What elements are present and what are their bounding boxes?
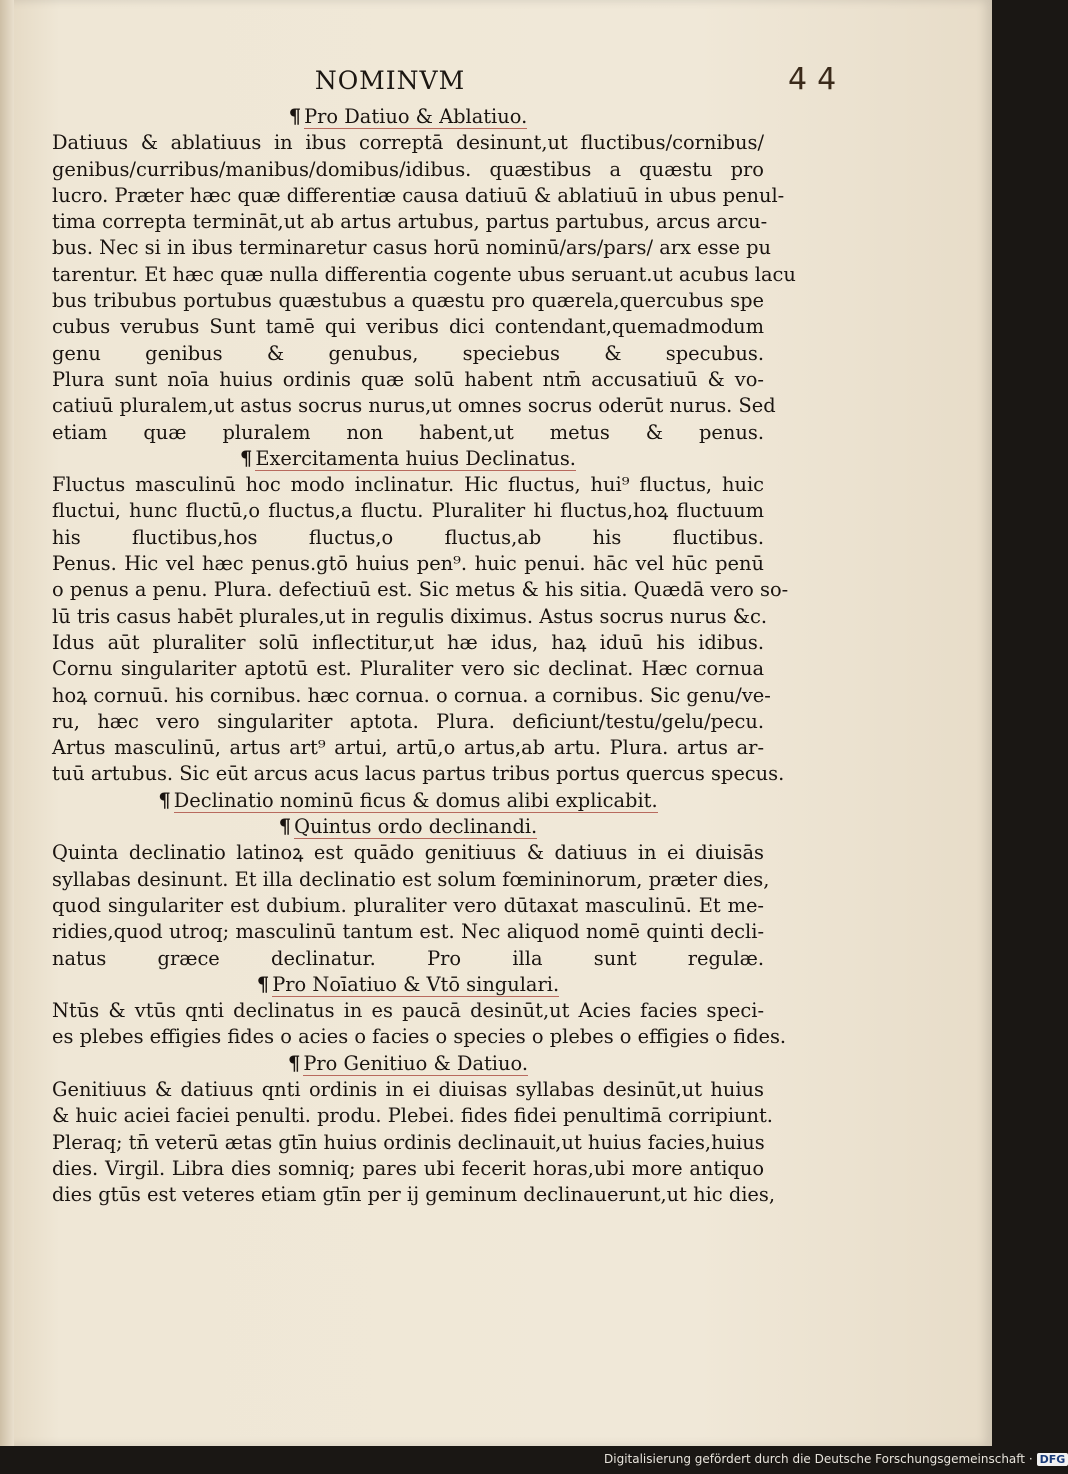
text-line: fluctui, hunc fluctū,o fluctus,a fluctu. Pluraliter hi fluctus,hoꝝ fluctuum <box>52 499 764 523</box>
text-line: ridies,quod utroq; masculinū tantum est. Nec aliquod nomē quinti decli- <box>52 920 764 944</box>
pilcrow-icon: ¶ <box>256 972 270 996</box>
text-line: Penus. Hic vel hæc penus.gtō huius pen⁹. huic penui. hāc vel hūc penū <box>52 552 764 576</box>
section-heading <box>52 1051 764 1077</box>
section-heading-text: Pro Noīatiuo & Vtō singulari. <box>272 972 560 996</box>
page-gutter-edge <box>0 0 14 1446</box>
text-line: & huic aciei faciei penulti. produ. Plebei. fides fidei penultimā corripiunt. <box>52 1104 773 1128</box>
text-line: catiuū pluralem,ut astus socrus nurus,ut omnes socrus oderūt nurus. Sed <box>52 394 776 418</box>
text-line: es plebes effigies fides o acies o facies o species o plebes o effigies o fides. <box>52 1025 787 1049</box>
dfg-logo: DFG <box>1037 1453 1068 1466</box>
text-line: Ntūs & vtūs qnti declinatus in es paucā desinūt,ut Acies facies speci- <box>52 999 764 1023</box>
text-line: Plura sunt noīa huius ordinis quæ solū habent ntm̄ accusatiuū & vo- <box>52 367 764 391</box>
text-line: bus tribubus portubus quæstubus a quæstu pro quærela,quercubus spe <box>52 289 764 313</box>
text-line: genibus/curribus/manibus/domibus/idibus. quæstibus a quæstu pro <box>52 157 764 181</box>
text-line: his fluctibus,hos fluctus,o fluctus,ab his fluctibus. <box>52 525 764 549</box>
section-heading <box>52 104 764 130</box>
text-line: Cornu singulariter aptotū est. Pluraliter vero sic declinat. Hæc cornua <box>52 657 764 681</box>
text-line: Genitiuus & datiuus qnti ordinis in ei diuisas syllabas desinūt,ut huius <box>52 1077 764 1101</box>
text-line: Pleraq; tn̄ veterū ætas gtīn huius ordinis declinauit,ut huius facies,huius <box>52 1130 765 1154</box>
footer-credit-text: Digitalisierung gefördert durch die Deutsche Forschungsgemeinschaft · <box>604 1452 1033 1466</box>
text-line: natus græce declinatur. Pro illa sunt regulæ. <box>52 946 764 970</box>
text-line: quod singulariter est dubium. pluraliter vero dūtaxat masculinū. Et me- <box>52 893 764 917</box>
pilcrow-icon: ¶ <box>288 1051 301 1075</box>
pilcrow-icon: ¶ <box>240 446 253 470</box>
section-heading-text: Quintus ordo declinandi. <box>294 815 538 839</box>
text-line: bus. Nec si in ibus terminaretur casus horū nominū/ars/pars/ arx esse pu <box>52 236 772 260</box>
text-line: tima correpta termināt,ut ab artus artubus, partus partubus, arcus arcu- <box>52 210 768 234</box>
running-head: NOMINVM <box>314 66 466 95</box>
pilcrow-icon: ¶ <box>158 788 171 812</box>
section-heading <box>52 972 764 998</box>
text-line: dies. Virgil. Libra dies somniq; pares ubi fecerit horas,ubi more antiquo <box>52 1156 764 1180</box>
text-line: lū tris casus habēt plurales,ut in regulis diximus. Astus socrus nurus &c. <box>52 604 768 628</box>
section-heading-text: Declinatio nominū ficus & domus alibi explicabit. <box>173 788 658 812</box>
section-heading <box>52 814 764 840</box>
text-line: hoꝝ cornuū. his cornibus. hæc cornua. o cornua. a cornibus. Sic genu/ve- <box>52 683 771 707</box>
folio-number: 44 <box>788 62 847 97</box>
text-line: etiam quæ pluralem non habent,ut metus & penus. <box>52 420 764 444</box>
text-line: Quinta declinatio latinoꝝ est quādo genitiuus & datiuus in ei diuisās <box>52 841 764 865</box>
section-heading-text: Pro Genitiuo & Datiuo. <box>303 1051 528 1075</box>
text-line: cubus verubus Sunt tamē qui veribus dici contendant,quemadmodum <box>52 315 764 339</box>
section-heading <box>52 446 764 472</box>
pilcrow-icon: ¶ <box>278 815 292 839</box>
text-line: Fluctus masculinū hoc modo inclinatur. Hic fluctus, hui⁹ fluctus, huic <box>52 473 764 497</box>
text-line: Artus masculinū, artus art⁹ artui, artū,o artus,ab artu. Plura. artus ar- <box>52 736 764 760</box>
text-line: ru, hæc vero singulariter aptota. Plura. deficiunt/testu/gelu/pecu. <box>52 709 764 733</box>
text-line: syllabas desinunt. Et illa declinatio est solum fœmininorum, præter dies, <box>52 867 770 891</box>
section-heading <box>52 788 764 814</box>
text-line: Idus aūt pluraliter solū inflectitur,ut hæ idus, haꝝ iduū his idibus. <box>52 630 764 654</box>
text-line: tuū artubus. Sic eūt arcus acus lacus partus tribus portus quercus specus. <box>52 762 785 786</box>
pilcrow-icon: ¶ <box>288 105 302 128</box>
text-block <box>52 104 796 1208</box>
text-line: Datiuus & ablatiuus in ibus correptā desinunt,ut fluctibus/cornibus/ <box>52 131 764 155</box>
footer-credit <box>604 1452 1068 1466</box>
text-line: o penus a penu. Plura. defectiuū est. Sic metus & his sitia. Quædā vero so- <box>52 578 789 602</box>
text-line: tarentur. Et hæc quæ nulla differentia cogente ubus seruant.ut acubus lacu <box>52 262 796 286</box>
text-line: genu genibus & genubus, speciebus & specubus. <box>52 341 764 365</box>
section-heading-text: Pro Datiuo & Ablatiuo. <box>304 105 528 128</box>
text-line: dies gtūs est veteres etiam gtīn per ij geminum declinauerunt,ut hic dies, <box>52 1183 776 1207</box>
section-heading-text: Exercitamenta huius Declinatus. <box>255 446 576 470</box>
text-line: lucro. Præter hæc quæ differentiæ causa datiuū & ablatiuū in ubus penul- <box>52 183 785 207</box>
